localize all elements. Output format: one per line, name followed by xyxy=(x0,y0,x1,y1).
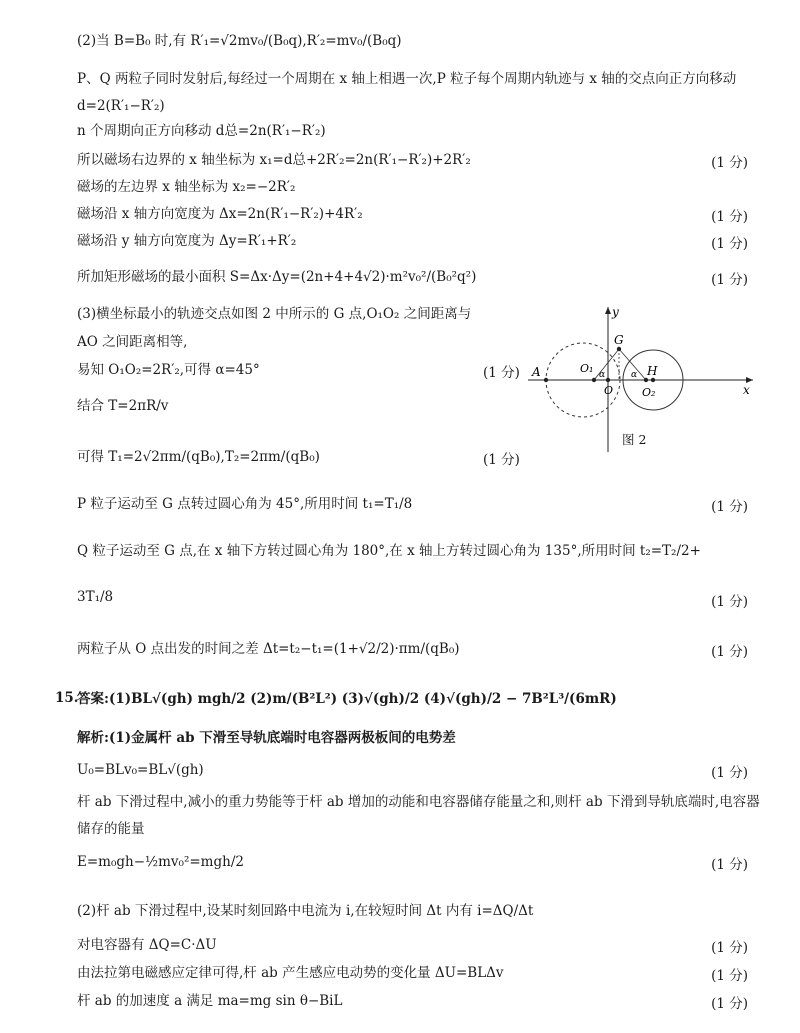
fig-label-alpha1: α xyxy=(599,370,606,380)
line-16: 3T₁/8 xyxy=(77,589,114,605)
line-3: n 个周期向正方向移动 d总=2n(R′₁−R′₂) xyxy=(77,123,326,139)
fig-label-y: y xyxy=(612,305,619,319)
line-11: 易知 O₁O₂=2R′₂,可得 α=45° xyxy=(77,362,260,378)
line-26: 杆 ab 的加速度 a 满足 ma=mg sin θ−BiL xyxy=(77,993,343,1009)
fig-label-o2: O₂ xyxy=(642,386,656,399)
score-22: (1 分) xyxy=(711,857,748,873)
fig-label-a: A xyxy=(532,365,541,379)
fig-label-x: x xyxy=(743,383,750,397)
score-13: (1 分) xyxy=(483,452,520,468)
score-25: (1 分) xyxy=(711,968,748,984)
fig-label-alpha2: α xyxy=(631,370,638,380)
line-20: U₀=BLv₀=BL√(gh) xyxy=(77,762,204,778)
line-1: (2)当 B=B₀ 时,有 R′₁=√2mv₀/(B₀q),R′₂=mv₀/(B₀q) xyxy=(77,33,402,49)
fig-label-o: O xyxy=(604,384,614,397)
question-number: 15. xyxy=(55,690,79,706)
line-23: (2)杆 ab 下滑过程中,设某时刻回路中电流为 i,在较短时间 Δt 内有 i=ΔQ/Δt xyxy=(77,903,534,919)
fig-label-o1: O₁ xyxy=(580,362,594,375)
line-10: AO 之间距离相等, xyxy=(77,334,188,350)
line-25: 由法拉第电磁感应定律可得,杆 ab 产生感应电动势的变化量 ΔU=BLΔv xyxy=(77,965,504,981)
line-17: 两粒子从 O 点出发的时间之差 Δt=t₂−t₁=(1+√2/2)·πm/(qB₀) xyxy=(77,641,460,657)
line-21: 杆 ab 下滑过程中,减小的重力势能等于杆 ab 增加的动能和电容器储存能量之和,则杆 ab 下滑到导轨底端时,电容器储存的能量 xyxy=(77,794,760,837)
score-8: (1 分) xyxy=(711,272,748,288)
line-6: 磁场沿 x 轴方向宽度为 Δx=2n(R′₁−R′₂)+4R′₂ xyxy=(77,206,363,222)
score-16: (1 分) xyxy=(711,594,748,610)
score-17: (1 分) xyxy=(711,644,748,660)
line-15: Q 粒子运动至 G 点,在 x 轴下方转过圆心角为 180°,在 x 轴上方转过圆心角为 135°,所用时间 t₂=T₂/2+ xyxy=(77,543,701,559)
score-4: (1 分) xyxy=(711,155,748,171)
score-6: (1 分) xyxy=(711,209,748,225)
line-2: P、Q 两粒子同时发射后,每经过一个周期在 x 轴上相遇一次,P 粒子每个周期内轨迹与 x 轴的交点向正方向移动 d=2(R′₁−R′₂) xyxy=(77,71,737,114)
line-7: 磁场沿 y 轴方向宽度为 Δy=R′₁+R′₂ xyxy=(77,233,297,249)
score-14: (1 分) xyxy=(711,499,748,515)
line-24: 对电容器有 ΔQ=C·ΔU xyxy=(77,937,217,953)
analysis-heading: 解析:(1)金属杆 ab 下滑至导轨底端时电容器两极板间的电势差 xyxy=(77,730,456,746)
score-26: (1 分) xyxy=(711,996,748,1012)
line-13: 可得 T₁=2√2πm/(qB₀),T₂=2πm/(qB₀) xyxy=(77,449,320,465)
figure-caption: 图 2 xyxy=(622,432,647,447)
fig-label-g: G xyxy=(614,333,624,347)
score-20: (1 分) xyxy=(711,765,748,781)
line-5: 磁场的左边界 x 轴坐标为 x₂=−2R′₂ xyxy=(77,179,296,195)
line-4: 所以磁场右边界的 x 轴坐标为 x₁=d总+2R′₂=2n(R′₁−R′₂)+2R′₂ xyxy=(77,152,471,168)
score-7: (1 分) xyxy=(711,236,748,252)
score-24: (1 分) xyxy=(711,940,748,956)
line-9: (3)横坐标最小的轨迹交点如图 2 中所示的 G 点,O₁O₂ 之间距离与 xyxy=(77,306,472,322)
line-8: 所加矩形磁场的最小面积 S=Δx·Δy=(2n+4+4√2)·m²v₀²/(B₀²q²) xyxy=(77,269,477,285)
line-22: E=m₀gh−½mv₀²=mgh/2 xyxy=(77,854,244,870)
fig-label-h: H xyxy=(647,364,658,378)
answer-line: 答案:(1)BL√(gh) mgh/2 (2)m/(B²L²) (3)√(gh)/2 (4)√(gh)/2 − 7B²L³/(6mR) xyxy=(77,691,617,707)
score-11: (1 分) xyxy=(483,365,520,381)
line-14: P 粒子运动至 G 点转过圆心角为 45°,所用时间 t₁=T₁/8 xyxy=(77,496,413,512)
line-12: 结合 T=2πR/v xyxy=(77,398,169,414)
